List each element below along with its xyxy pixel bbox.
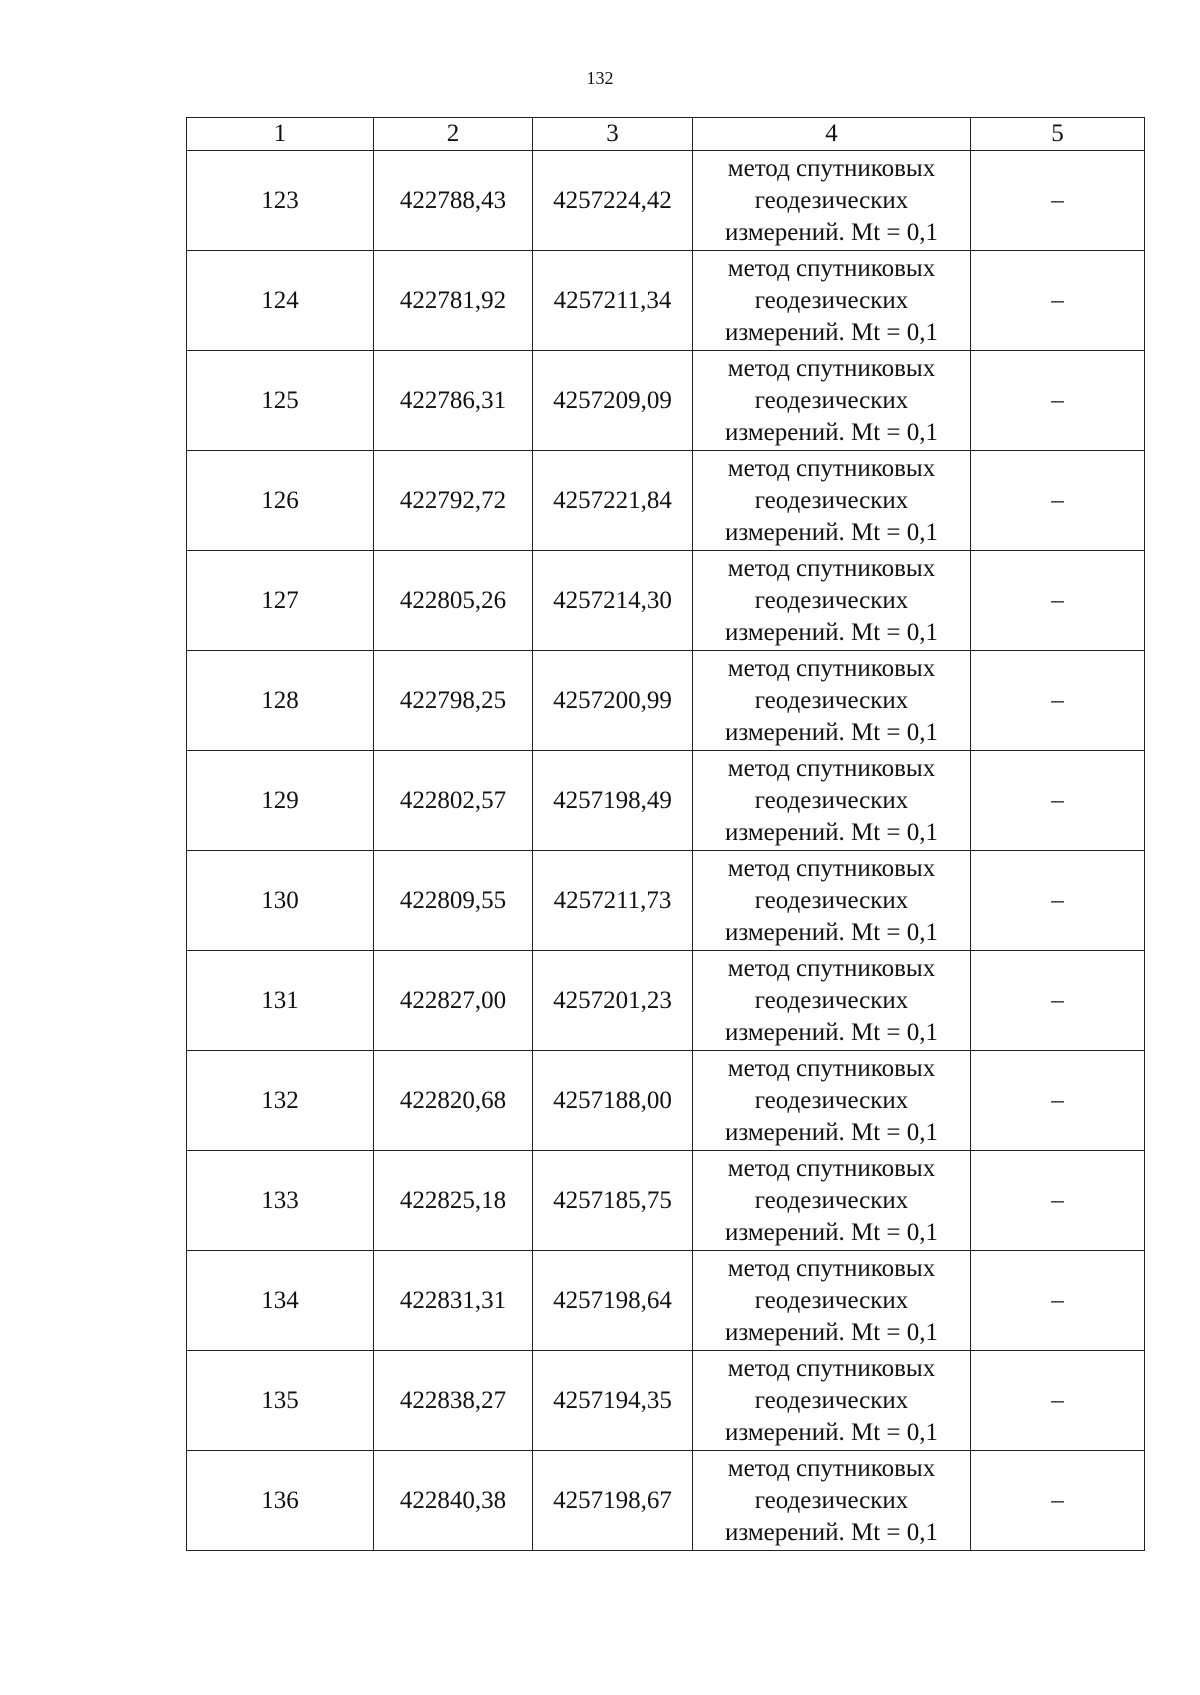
method-cell [693,1451,971,1551]
x-coordinate-cell: 422820,68 [374,1051,533,1151]
method-line: геодезических [754,386,909,414]
x-coordinate-cell: 422827,00 [374,951,533,1051]
method-cell [693,951,971,1051]
method-cell [693,451,971,551]
description-cell: – [971,351,1145,451]
table-row [187,1451,1145,1551]
y-coordinate-cell: 4257200,99 [533,651,693,751]
y-coordinate-cell: 4257209,09 [533,351,693,451]
point-number-cell: 123 [187,151,374,251]
method-line: геодезических [754,1286,909,1314]
method-line: измерений. Mt = 0,1 [724,1118,939,1146]
point-number-cell: 134 [187,1251,374,1351]
header-col-3: 3 [533,118,693,151]
y-coordinate-cell: 4257221,84 [533,451,693,551]
method-line: измерений. Mt = 0,1 [724,1318,939,1346]
method-line: геодезических [754,1086,909,1114]
method-line: метод спутниковых [727,1354,936,1382]
method-line: метод спутниковых [727,1154,936,1182]
method-line: измерений. Mt = 0,1 [724,318,939,346]
method-line: измерений. Mt = 0,1 [724,818,939,846]
x-coordinate-cell: 422825,18 [374,1151,533,1251]
description-cell: – [971,151,1145,251]
table-row [187,451,1145,551]
method-cell [693,1351,971,1451]
method-line: метод спутниковых [727,954,936,982]
page-number: 132 [586,68,614,88]
method-line: метод спутниковых [727,254,936,282]
method-line: геодезических [754,1486,909,1514]
point-number-cell: 124 [187,251,374,351]
method-line: измерений. Mt = 0,1 [724,418,939,446]
method-line: измерений. Mt = 0,1 [724,718,939,746]
method-cell [693,851,971,951]
table-row [187,1251,1145,1351]
method-cell [693,1151,971,1251]
y-coordinate-cell: 4257198,49 [533,751,693,851]
point-number-cell: 129 [187,751,374,851]
method-line: геодезических [754,586,909,614]
method-cell [693,251,971,351]
y-coordinate-cell: 4257194,35 [533,1351,693,1451]
description-cell: – [971,1451,1145,1551]
point-number-cell: 127 [187,551,374,651]
table-body [187,151,1145,1551]
method-line: метод спутниковых [727,154,936,182]
description-cell: – [971,651,1145,751]
method-line: геодезических [754,486,909,514]
x-coordinate-cell: 422786,31 [374,351,533,451]
method-line: геодезических [754,986,909,1014]
y-coordinate-cell: 4257211,34 [533,251,693,351]
method-line: метод спутниковых [727,654,936,682]
method-cell [693,651,971,751]
y-coordinate-cell: 4257185,75 [533,1151,693,1251]
x-coordinate-cell: 422809,55 [374,851,533,951]
point-number-cell: 125 [187,351,374,451]
method-cell [693,551,971,651]
method-line: метод спутниковых [727,554,936,582]
point-number-cell: 128 [187,651,374,751]
description-cell: – [971,1251,1145,1351]
point-number-cell: 132 [187,1051,374,1151]
table-row [187,251,1145,351]
table-row [187,1151,1145,1251]
point-number-cell: 133 [187,1151,374,1251]
point-number-cell: 126 [187,451,374,551]
x-coordinate-cell: 422792,72 [374,451,533,551]
table-row [187,1351,1145,1451]
table-row [187,951,1145,1051]
y-coordinate-cell: 4257224,42 [533,151,693,251]
table-row [187,851,1145,951]
description-cell: – [971,251,1145,351]
method-line: метод спутниковых [727,1454,936,1482]
method-line: измерений. Mt = 0,1 [724,518,939,546]
method-line: метод спутниковых [727,854,936,882]
description-cell: – [971,451,1145,551]
description-cell: – [971,1351,1145,1451]
description-cell: – [971,851,1145,951]
table-header [187,118,1145,151]
table-row [187,151,1145,251]
method-cell [693,751,971,851]
method-line: метод спутниковых [727,1254,936,1282]
point-number-cell: 131 [187,951,374,1051]
description-cell: – [971,551,1145,651]
x-coordinate-cell: 422831,31 [374,1251,533,1351]
description-cell: – [971,751,1145,851]
description-cell: – [971,1051,1145,1151]
description-cell: – [971,1151,1145,1251]
y-coordinate-cell: 4257201,23 [533,951,693,1051]
x-coordinate-cell: 422798,25 [374,651,533,751]
x-coordinate-cell: 422788,43 [374,151,533,251]
method-line: геодезических [754,1386,909,1414]
method-line: геодезических [754,886,909,914]
table-row [187,751,1145,851]
method-line: геодезических [754,186,909,214]
x-coordinate-cell: 422781,92 [374,251,533,351]
point-number-cell: 135 [187,1351,374,1451]
method-cell [693,351,971,451]
table-row [187,651,1145,751]
y-coordinate-cell: 4257198,67 [533,1451,693,1551]
method-line: измерений. Mt = 0,1 [724,918,939,946]
x-coordinate-cell: 422840,38 [374,1451,533,1551]
y-coordinate-cell: 4257211,73 [533,851,693,951]
x-coordinate-cell: 422838,27 [374,1351,533,1451]
method-cell [693,151,971,251]
method-line: измерений. Mt = 0,1 [724,1518,939,1546]
header-col-2: 2 [374,118,533,151]
method-line: измерений. Mt = 0,1 [724,618,939,646]
method-line: геодезических [754,786,909,814]
method-line: метод спутниковых [727,354,936,382]
header-row [187,118,1145,151]
method-cell [693,1051,971,1151]
method-line: геодезических [754,1186,909,1214]
y-coordinate-cell: 4257198,64 [533,1251,693,1351]
table-row [187,351,1145,451]
point-number-cell: 136 [187,1451,374,1551]
x-coordinate-cell: 422805,26 [374,551,533,651]
table-row [187,551,1145,651]
header-col-1: 1 [187,118,374,151]
y-coordinate-cell: 4257188,00 [533,1051,693,1151]
point-number-cell: 130 [187,851,374,951]
table-row [187,1051,1145,1151]
method-line: измерений. Mt = 0,1 [724,1218,939,1246]
method-line: метод спутниковых [727,454,936,482]
method-cell [693,1251,971,1351]
method-line: геодезических [754,686,909,714]
method-line: измерений. Mt = 0,1 [724,1018,939,1046]
method-line: метод спутниковых [727,1054,936,1082]
x-coordinate-cell: 422802,57 [374,751,533,851]
method-line: измерений. Mt = 0,1 [724,1418,939,1446]
method-line: измерений. Mt = 0,1 [724,218,939,246]
y-coordinate-cell: 4257214,30 [533,551,693,651]
method-line: геодезических [754,286,909,314]
header-col-4: 4 [693,118,971,151]
method-line: метод спутниковых [727,754,936,782]
coordinates-table [186,117,1145,1551]
description-cell: – [971,951,1145,1051]
header-col-5: 5 [971,118,1145,151]
